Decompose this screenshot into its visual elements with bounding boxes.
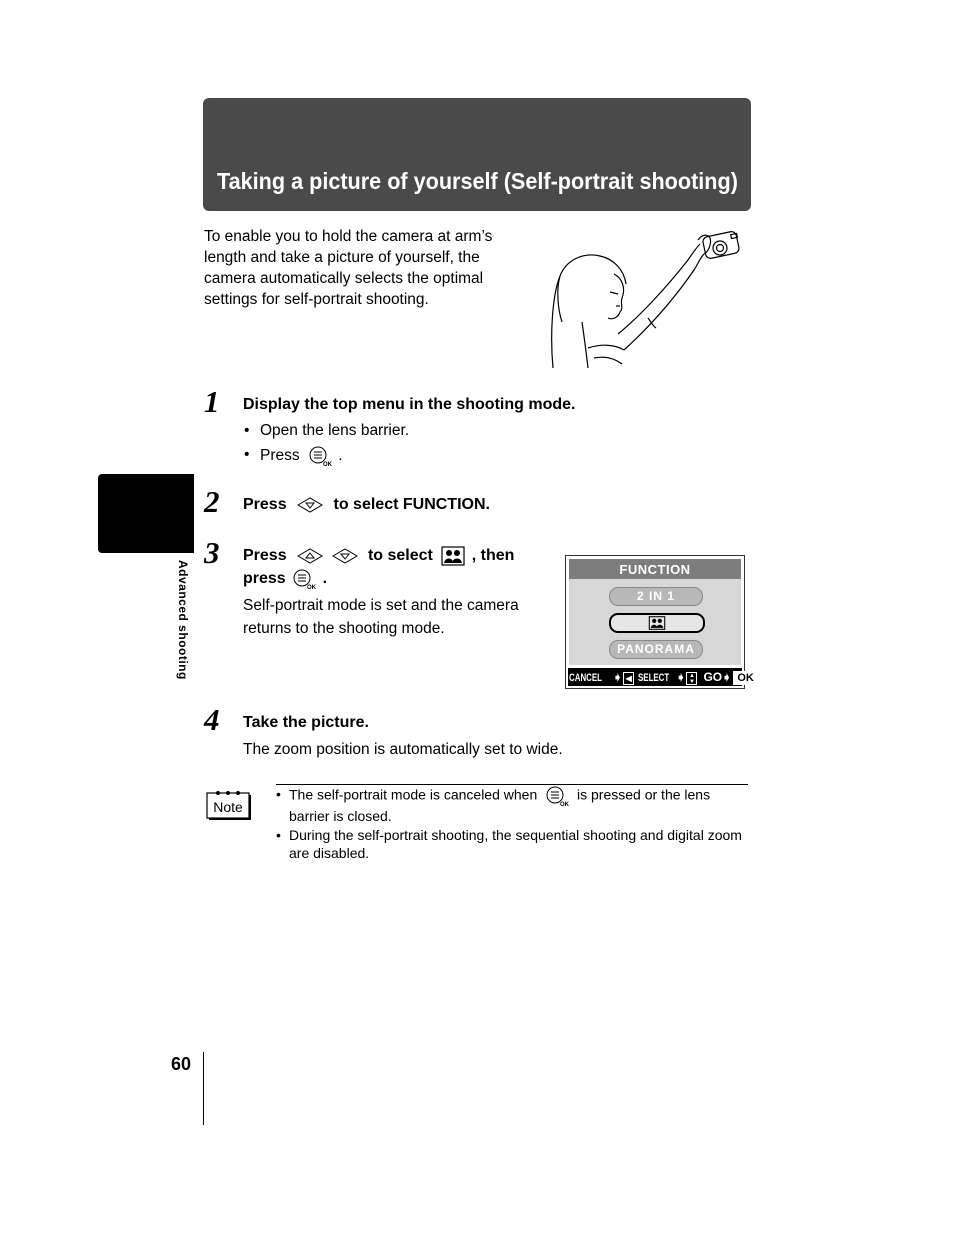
arrow-right-icon: ➧ (722, 672, 732, 684)
step-4-body: The zoom position is automatically set to wide. (243, 741, 563, 758)
step-3-heading-line-2: press OK . (243, 567, 327, 590)
step-3-body: Self-portrait mode is set and the camera returns to the shooting mode. (243, 597, 519, 637)
note-item-1: • The self-portrait mode is canceled when OK is pressed or the lens barrier is closed. (289, 785, 749, 825)
lcd-menu-panel (569, 559, 741, 665)
step-2-heading: Press to select FUNCTION. (243, 496, 490, 513)
lcd-cancel-label: CANCEL (569, 672, 603, 684)
step-3-number: 3 (204, 535, 220, 570)
up-down-button-icon: ▲ ▼ (686, 672, 697, 685)
step-1-heading: Display the top menu in the shooting mode. (243, 396, 576, 413)
arrow-up-button-icon (295, 548, 325, 564)
chapter-tab (98, 474, 194, 553)
lcd-option-self-portrait (609, 613, 705, 633)
svg-text:OK: OK (307, 584, 317, 590)
step-4-heading: Take the picture. (243, 714, 369, 731)
note-item-2: • During the self-portrait shooting, the sequential shooting and digital zoom are disabled. (289, 826, 744, 862)
lcd-go-label: GO (703, 670, 723, 684)
note-label: Note (213, 799, 243, 815)
page-number: 60 (171, 1054, 192, 1074)
left-button-icon: ◀ (623, 672, 634, 685)
lcd-ok-label: OK (733, 671, 758, 685)
step-2-number: 2 (204, 484, 220, 519)
self-portrait-illustration (548, 226, 748, 371)
page-title: Taking a picture of yourself (Self-portrait shooting) (217, 168, 738, 194)
self-portrait-mode-icon (648, 616, 666, 630)
arrow-right-icon: ➧ (676, 672, 686, 684)
self-portrait-mode-icon (441, 546, 465, 566)
menu-ok-button-icon (292, 568, 318, 590)
lcd-option-2in1: 2 IN 1 (609, 587, 703, 606)
intro-text: To enable you to hold the camera at arm’s length and take a picture of yourself, the camera automatically selects the optimal settings for self-portrait shooting. (204, 228, 493, 308)
lcd-select-label: SELECT (638, 672, 670, 684)
svg-text:OK: OK (560, 802, 570, 807)
arrow-down-button-icon (330, 548, 360, 564)
step-1-number: 1 (204, 384, 220, 419)
step-1-bullet-1: • Open the lens barrier. (260, 421, 409, 441)
menu-ok-button-icon (545, 785, 571, 807)
page-number-rule (203, 1052, 204, 1125)
arrow-down-button-icon (295, 497, 325, 513)
lcd-menu-title: FUNCTION (569, 559, 741, 579)
step-3-heading-line-1: Press to select , then (243, 547, 515, 564)
lcd-option-panorama: PANORAMA (609, 640, 703, 659)
title-banner (203, 98, 751, 211)
note-badge (206, 789, 252, 819)
svg-text:OK: OK (322, 462, 332, 467)
lcd-function-menu (565, 555, 754, 689)
chapter-label: Advanced shooting (176, 560, 190, 680)
step-1-bullet-2: • Press OK . (260, 445, 343, 467)
lcd-button-guide (568, 668, 754, 686)
arrow-right-icon: ➧ (613, 672, 623, 684)
menu-ok-button-icon (308, 445, 334, 467)
step-4-number: 4 (204, 702, 220, 737)
